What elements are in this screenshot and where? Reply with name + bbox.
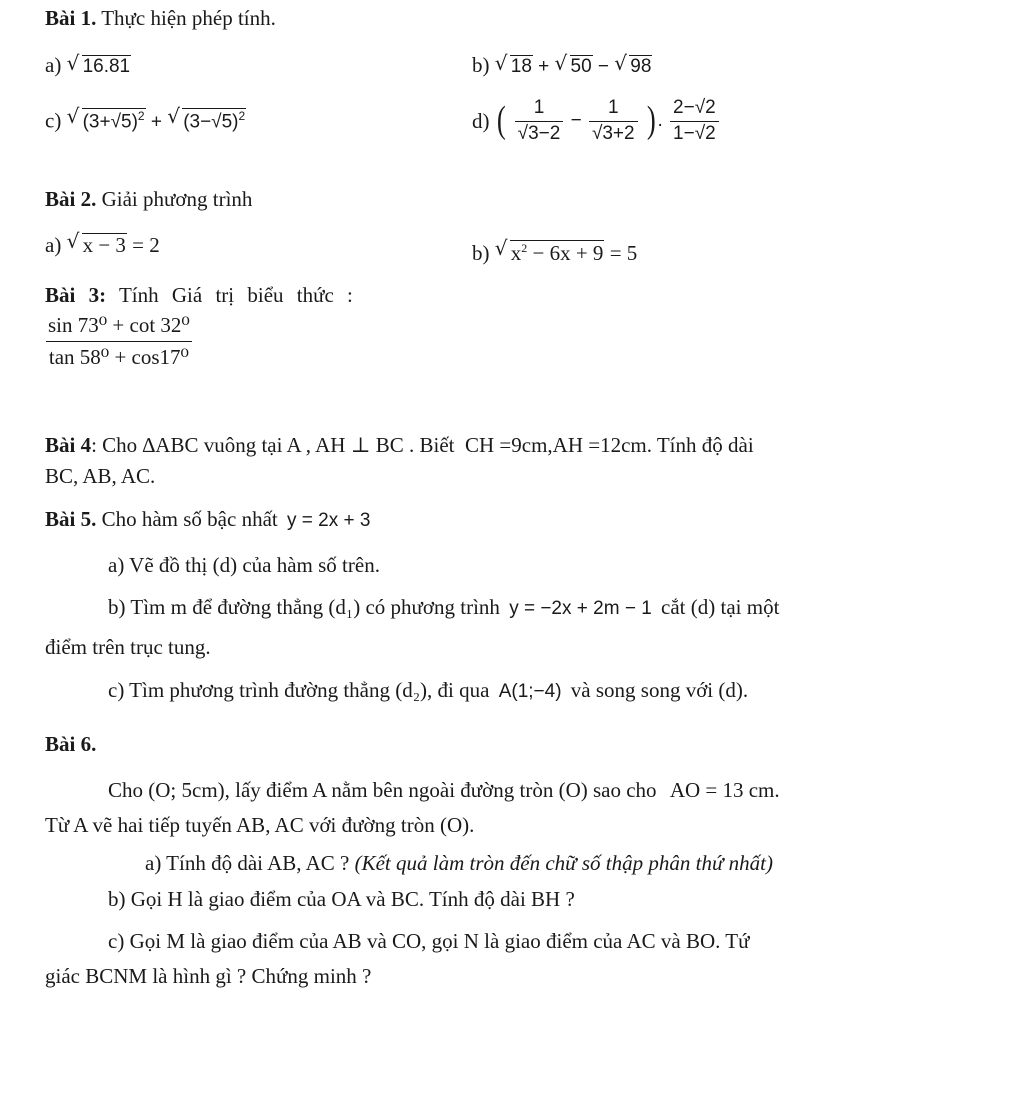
bai1-b-rad3 [614,55,652,76]
bai1-b-t2: 50 [570,56,592,77]
bai1-a-label: a) [45,53,62,77]
bai1-c-in1: (3+√5) [82,111,138,133]
bai1-d-frac1 [515,98,564,145]
bai3-title: Bài 3: [45,283,107,307]
bai3-desc: Tính Giá trị biểu thức : [118,283,353,307]
bai5-b-line1 [108,597,779,618]
bai1-d-frac1-num: 1 [533,97,545,118]
bai5-heading [45,509,370,530]
bai5-b-pre: b) Tìm m để đường thẳng (d₁) có phương trình [108,595,500,619]
bai6-a [145,853,773,874]
bai6-line2: Từ A vẽ hai tiếp tuyến AB, AC với đường tròn (O). [45,813,475,837]
bai1-d-lparen: ( [496,99,506,142]
bai1-c-in2: (3−√5) [183,111,239,133]
bai3-fraction [45,315,193,368]
bai1-c-rad2-body [182,108,246,131]
bai1-heading [45,8,276,29]
bai1-b-rad2 [555,55,593,76]
bai3-expression [45,315,193,368]
bai1-b [472,55,652,76]
bai1-d-label: d) [472,108,490,133]
bai2-desc: Giải phương trình [101,187,253,211]
bai1-a-radical [67,55,132,76]
bai1-title: Bài 1. [45,6,97,30]
bai1-a [45,55,131,76]
bai2-title: Bài 2. [45,187,97,211]
bai5-c [108,680,748,701]
bai1-d-frac1-den: √3−2 [515,121,564,145]
bai3-denominator: tan 58⁰ + cos17⁰ [46,341,192,368]
bai6-c-line1: c) Gọi M là giao điểm của AB và CO, gọi N là giao điểm của AC và BO. Tứ [108,929,750,953]
bai6-title: Bài 6. [45,732,97,756]
bai2-a-rhs: = 2 [132,233,160,257]
bai2-b-rad-body [510,240,605,264]
bai5-c-point: A(1;−4) [498,681,562,702]
bai3-numerator: sin 73⁰ + cot 32⁰ [48,313,190,337]
bai5-b-post: cắt (d) tại một [661,595,780,619]
bai5-c-post: và song song với (d). [570,678,749,702]
bai5-b-eq: y = −2x + 2m − 1 [509,598,652,619]
bai3-heading [45,285,353,306]
bai6-c-line2: giác BCNM là hình gì ? Chứng minh ? [45,964,372,988]
bai1-d-dot: . [657,109,663,131]
bai1-b-op1: + [538,56,550,77]
bai1-b-label: b) [472,53,490,77]
bai2-heading [45,189,252,210]
bai6-a-note: (Kết quả làm tròn đến chữ số thập phân thứ nhất) [354,851,773,875]
bai1-c-rad1 [67,108,146,131]
bai1-d-minus: − [570,109,582,131]
bai1-d-frac3-num: 2−√2 [673,97,716,118]
bai2-b-rhs: = 5 [609,241,638,265]
bai1-desc: Thực hiện phép tính. [101,6,276,30]
bai2-b-rad-exp: 2 [521,241,528,255]
bai4-text1: : Cho ∆ABC vuông tại A , AH ⊥ BC . Biết CH =9cm,AH =12cm. Tính độ dài [91,433,754,457]
bai2-a-rad: x − 3 [82,233,126,257]
bai1-a-expr: 16.81 [82,56,131,77]
bai5-b-line2: điểm trên trục tung. [45,635,211,659]
bai1-d [472,98,721,145]
bai1-c [45,108,246,131]
bai1-c-exp2: 2 [238,109,246,123]
bai2-a-label: a) [45,233,62,257]
bai2-b-radical [495,240,605,264]
bai6-line1 [108,780,780,801]
bai5-c-pre: c) Tìm phương trình đường thẳng (d₂), đi qua [108,678,490,702]
bai2-b [472,240,637,264]
bai5-a: a) Vẽ đồ thị (d) của hàm số trên. [108,553,380,577]
bai2-b-rad-x: x [510,241,522,265]
bai4-title: Bài 4 [45,433,92,457]
bai1-d-frac2-num: 1 [607,97,619,118]
bai5-title: Bài 5. [45,507,97,531]
bai1-c-rad1-body [82,108,146,131]
bai2-b-rad-rest: − 6x + 9 [527,241,604,265]
bai6-line1-pre: Cho (O; 5cm), lấy điểm A nằm bên ngoài đường tròn (O) sao cho [108,778,657,802]
bai1-b-t1: 18 [510,56,532,77]
bai1-d-frac3 [670,98,719,145]
bai1-c-exp1: 2 [137,109,145,123]
bai5-desc: Cho hàm số bậc nhất [101,507,278,531]
bai1-c-label: c) [45,108,62,133]
bai1-d-frac2 [589,98,638,145]
bai2-a-radical [67,233,127,256]
bai1-b-t3: 98 [630,56,652,77]
bai6-a-pre: a) Tính độ dài AB, AC ? [145,851,350,875]
bai6-line1-eq: AO = 13 cm. [669,778,780,802]
bai1-d-frac2-den: √3+2 [589,121,638,145]
bai1-d-rparen: ) [646,99,656,142]
bai2-b-label: b) [472,241,490,265]
bai1-b-rad1 [495,55,533,76]
bai6-b: b) Gọi H là giao điểm của OA và BC. Tính độ dài BH ? [108,887,575,911]
bai1-c-rad2 [167,108,246,131]
bai2-a [45,233,160,256]
bai1-b-op2: − [597,56,609,77]
bai4-line2: BC, AB, AC. [45,464,156,488]
bai1-c-op: + [150,111,162,133]
bai5-func: y = 2x + 3 [286,510,371,531]
bai4-line1 [45,435,754,456]
bai1-d-frac3-den: 1−√2 [670,121,719,145]
